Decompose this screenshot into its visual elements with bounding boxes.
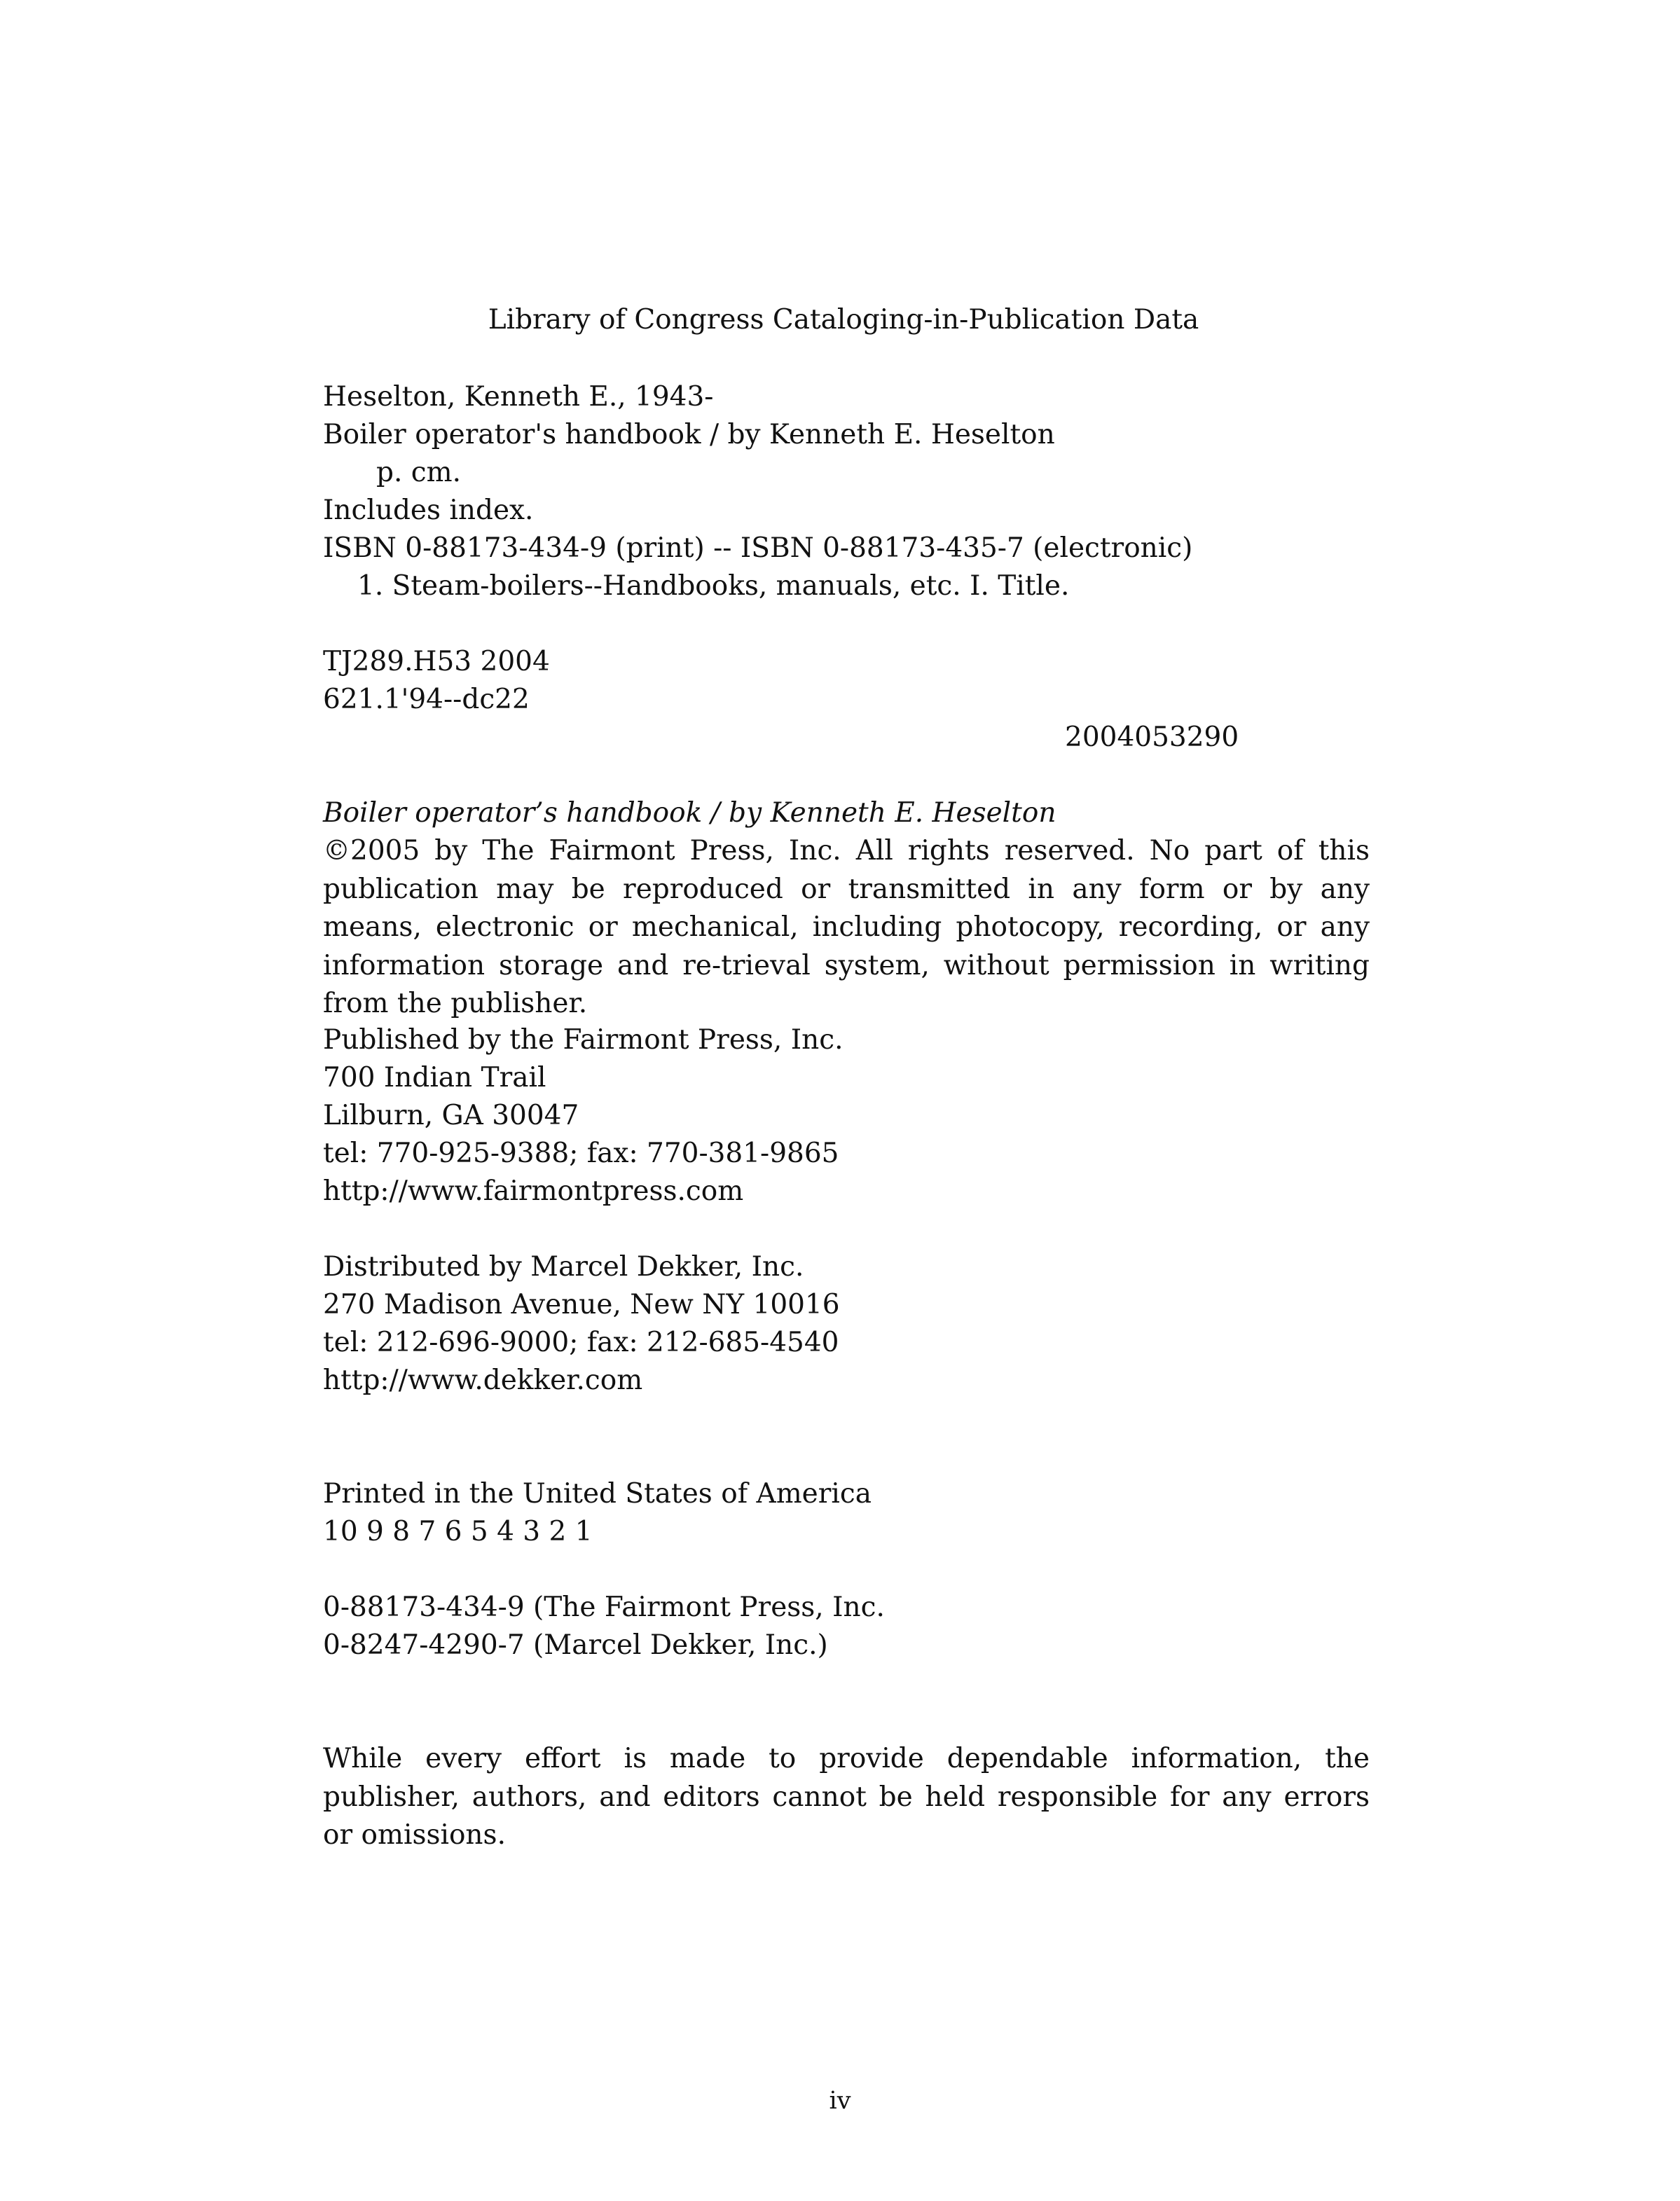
copyright-italic-title: Boiler operator’s handbook / by Kenneth E. Heselton: [323, 797, 1056, 829]
printed-in: Printed in the United States of America: [323, 1478, 872, 1510]
cip-author: Heselton, Kenneth E., 1943-: [323, 381, 714, 413]
cip-subject: 1. Steam-boilers--Handbooks, manuals, etc. I. Title.: [357, 570, 1070, 602]
cip-title: Boiler operator's handbook / by Kenneth E. Heselton: [323, 419, 1055, 450]
cip-isbn: ISBN 0-88173-434-9 (print) -- ISBN 0-88173-435-7 (electronic): [323, 532, 1193, 564]
publisher-city: Lilburn, GA 30047: [323, 1100, 579, 1131]
distributor-url: http://www.dekker.com: [323, 1365, 643, 1396]
distributor-phone: tel: 212-696-9000; fax: 212-685-4540: [323, 1327, 839, 1358]
publisher-phone: tel: 770-925-9388; fax: 770-381-9865: [323, 1138, 839, 1169]
page-number: iv: [829, 2087, 851, 2115]
cip-pcm: p. cm.: [376, 457, 461, 488]
publisher-street: 700 Indian Trail: [323, 1062, 546, 1093]
cip-lc-class: TJ289.H53 2004: [323, 646, 550, 677]
cip-lccn: 2004053290: [1065, 722, 1239, 753]
publisher-name: Published by the Fairmont Press, Inc.: [323, 1024, 844, 1056]
cip-includes: Includes index.: [323, 495, 534, 526]
print-line-numbers: 10 9 8 7 6 5 4 3 2 1: [323, 1516, 593, 1547]
distributor-street: 270 Madison Avenue, New NY 10016: [323, 1289, 840, 1320]
isbn-fairmont: 0-88173-434-9 (The Fairmont Press, Inc.: [323, 1592, 885, 1623]
isbn-dekker: 0-8247-4290-7 (Marcel Dekker, Inc.): [323, 1629, 828, 1661]
copyright-text: ©2005 by The Fairmont Press, Inc. All rights reserved. No part of this publication may be reproduced or transmitted in any form or by any means, electronic or mechanical, including photocopy, recording, or any information storage and re-trieval system, without permission in writing from the publisher.: [323, 835, 1370, 1019]
cip-heading: Library of Congress Cataloging-in-Publication Data: [488, 304, 1199, 336]
disclaimer-text: While every effort is made to provide dependable information, the publisher, authors, and editors cannot be held responsible for any errors or omissions.: [323, 1743, 1370, 1851]
publisher-url: http://www.fairmontpress.com: [323, 1175, 744, 1207]
cip-dewey: 621.1'94--dc22: [323, 684, 530, 715]
distributor-name: Distributed by Marcel Dekker, Inc.: [323, 1251, 804, 1283]
